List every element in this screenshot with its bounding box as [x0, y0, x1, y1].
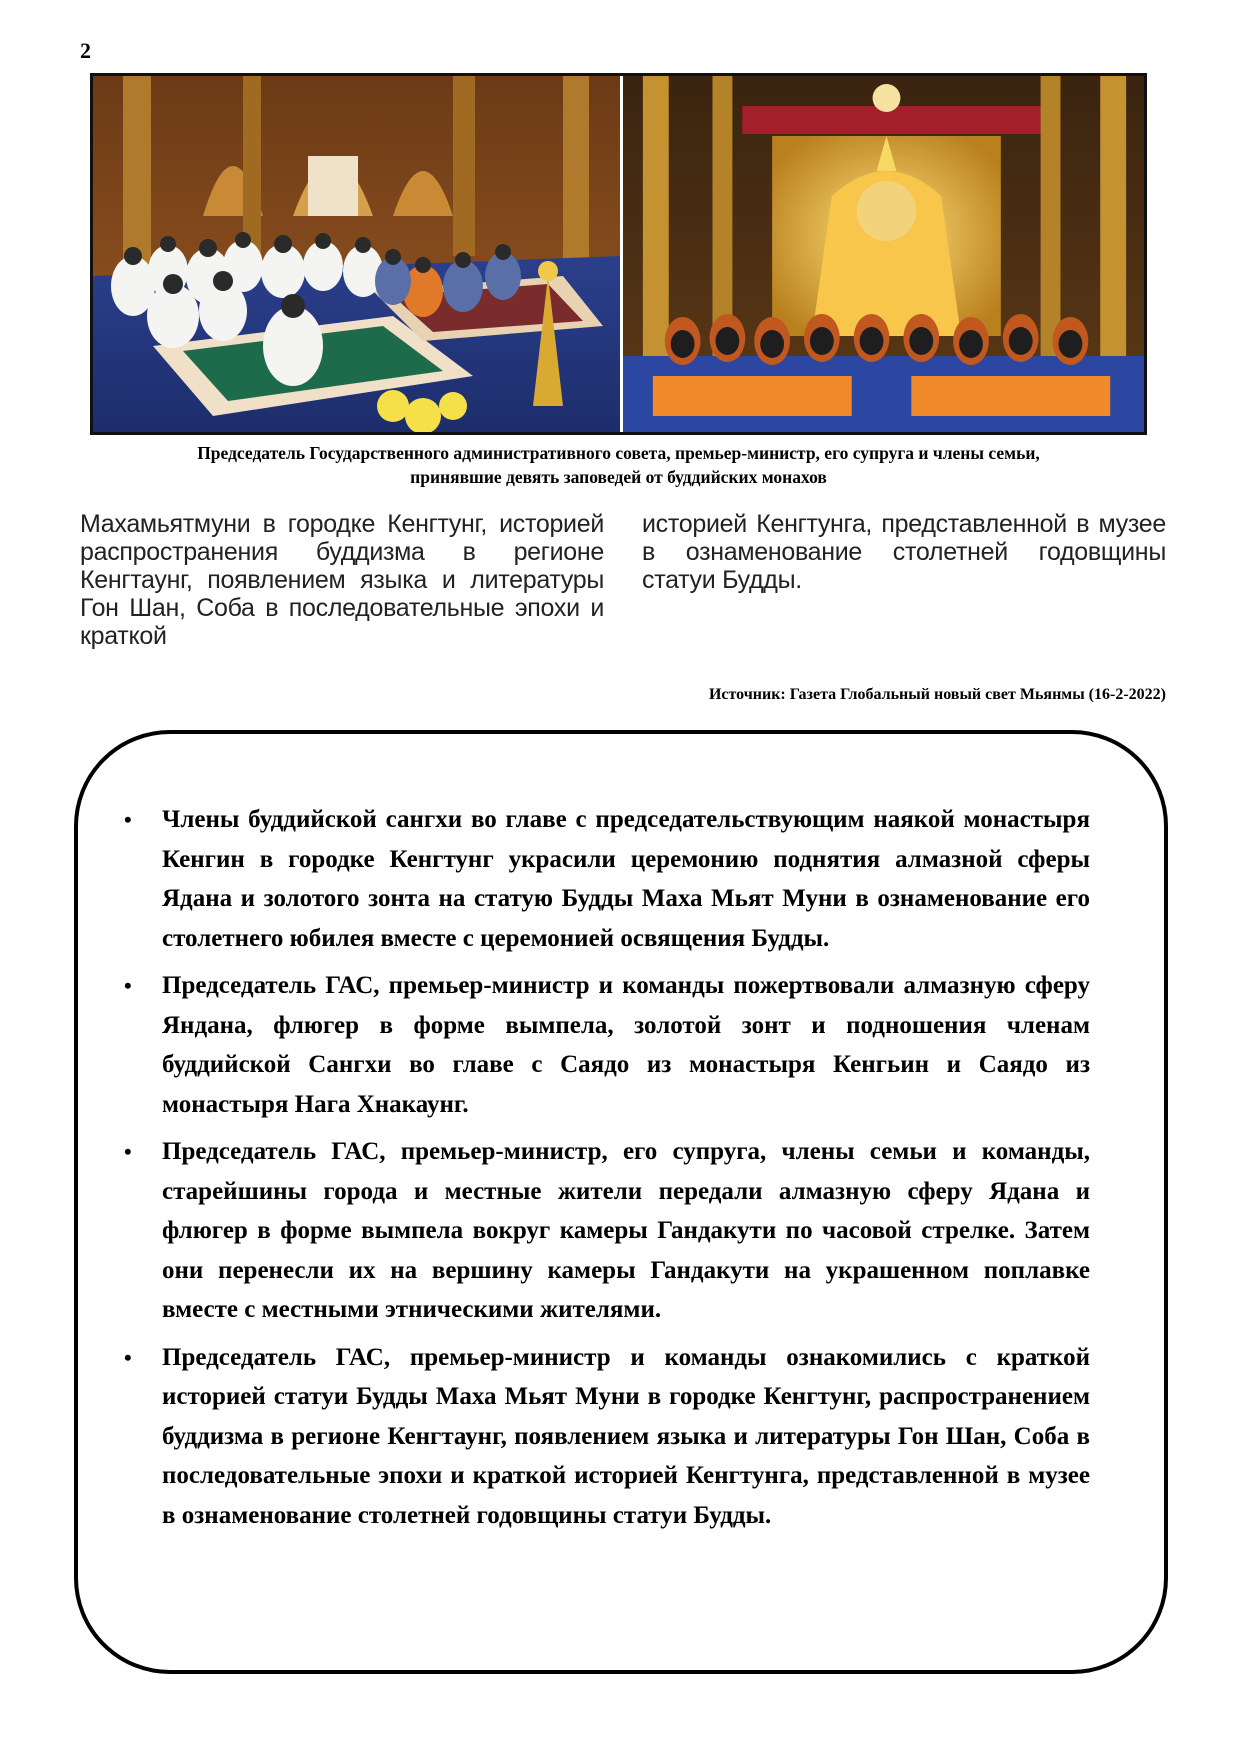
summary-item — [124, 966, 1090, 1124]
bullet-icon: • — [124, 1139, 132, 1164]
summary-item-text: Председатель ГАС, премьер-министр и команды ознакомились с краткой историей статуи Будды Маха Мьят Муни в городке Кенгтунг, распространением буддизма в регионе Кенгтаунг, появлением языка и литературы Гон Шан, Соба в последовательные эпохи и краткой историей Кенгтунга, представленной в музее в ознаменование столетней годовщины статуи Будды. — [162, 1343, 1090, 1529]
source-credit: Источник: Газета Глобальный новый свет Мьянмы (16-2-2022) — [708, 686, 1166, 703]
summary-item-text: Председатель ГАС, премьер-министр и команды пожертвовали алмазную сферу Яндана, флюгер в форме вымпела, золотой зонт и подношения членам буддийской Сангхи во главе с Саядо из монастыря Кенгьин и Саядо из монастыря Нага Хнакаунг. — [162, 972, 1090, 1118]
photo-worshippers — [93, 76, 623, 432]
summary-list — [124, 800, 1090, 1543]
summary-box — [74, 730, 1168, 1674]
article-column-left: Махамьятмуни в городке Кенгтунг, историей распространения буддизма в регионе Кенгтаунг, появлением языка и литературы Гон Шан, Соба в последовательные эпохи и краткой — [80, 510, 604, 650]
photo-strip — [90, 73, 1147, 435]
page-number: 2 — [80, 38, 91, 63]
article-column-right: историей Кенгтунга, представленной в музее в ознаменование столетней годовщины статуи Будды. — [642, 510, 1166, 594]
summary-item — [124, 800, 1090, 958]
caption-line-2: принявшие девять заповедей от буддийских монахов — [410, 467, 827, 487]
article-body — [80, 510, 1166, 650]
photo-shrine-image — [623, 76, 1144, 432]
photo-caption — [90, 441, 1147, 489]
bullet-icon: • — [124, 807, 132, 832]
bullet-icon: • — [124, 1344, 132, 1370]
photo-worshippers-image — [93, 76, 620, 432]
summary-item-text: Члены буддийской сангхи во главе с председательствующим наякой монастыря Кенгин в городке Кенгтунг украсили церемонию поднятия алмазной сферы Ядана и золотого зонта на статую Будды Маха Мьят Муни в ознаменование его столетнего юбилея вместе с церемонией освящения Будды. — [162, 806, 1090, 952]
summary-item — [124, 1132, 1090, 1330]
caption-line-1: Председатель Государственного административного совета, премьер-министр, его супруга и члены семьи, — [197, 443, 1040, 463]
photo-shrine — [623, 76, 1144, 432]
summary-item — [124, 1338, 1090, 1536]
summary-item-text: Председатель ГАС, премьер-министр, его супруга, члены семьи и команды, старейшины города и местные жители передали алмазную сферу Ядана и флюгер в форме вымпела вокруг камеры Гандакути по часовой стрелке. Затем они перенесли их на вершину камеры Гандакути на украшенном поплавке вместе с местными этническими жителями. — [162, 1138, 1090, 1323]
bullet-icon: • — [124, 973, 132, 998]
